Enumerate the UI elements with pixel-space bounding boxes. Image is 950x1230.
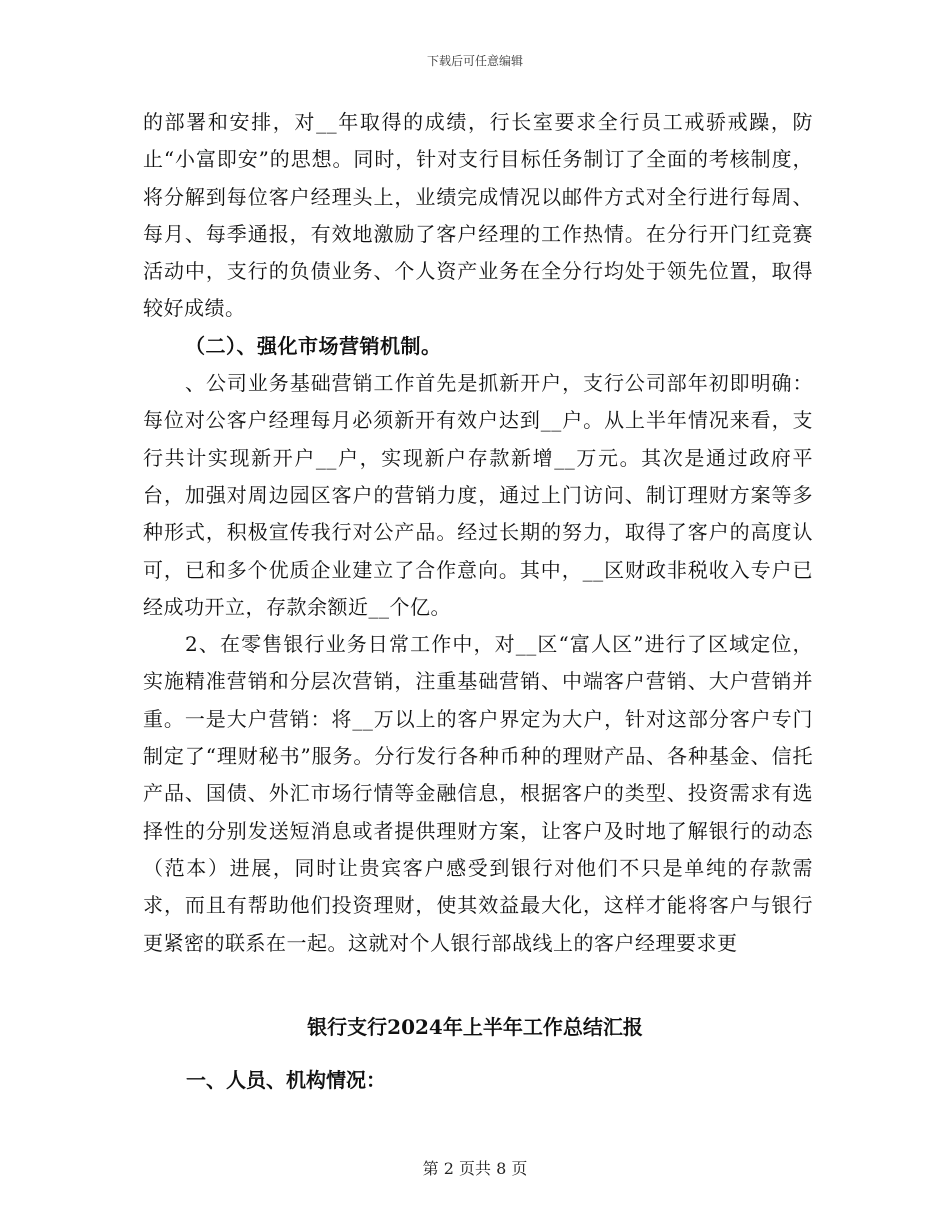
section-heading-personnel: 一、人员、机构情况：	[186, 1068, 386, 1092]
paragraph-retail-banking: 2、在零售银行业务日常工作中，对__区“富人区”进行了区域定位，实施精准营销和分层次营销，注重基础营销、中端客户营销、大户营销并重。一是大户营销：将__万以上的客户界定为大户，针对这部分客户专门制定了“理财秘书”服务。分行发行各种币种的理财产品、各种基金、信托产品、国债、外汇市场行情等金融信息，根据客户的类型、投资需求有选择性的分别发送短消息或者提供理财方案，让客户及时地了解银行的动态（范本）进展，同时让贵宾客户感受到银行对他们不只是单纯的存款需求，而且有帮助他们投资理财，使其效益最大化，这样才能将客户与银行更紧密的联系在一起。这就对个人银行部战线上的客户经理要求更	[143, 632, 813, 955]
sub-heading-marketing: （二）、强化市场营销机制。	[185, 333, 442, 358]
page-footer: 第 2 页共 8 页	[422, 1159, 528, 1178]
paragraph-deployment: 的部署和安排，对__年取得的成绩，行长室要求全行员工戒骄戒躁，防止“小富即安”的思想。同时，针对支行目标任务制订了全面的考核制度，将分解到每位客户经理头上，业绩完成情况以邮件方式对全行进行每周、每月、每季通报，有效地激励了客户经理的工作热情。在分行开门红竞赛活动中，支行的负债业务、个人资产业务在全分行均处于领先位置，取得较好成绩。	[143, 110, 813, 321]
paragraph-corporate-business: 、公司业务基础营销工作首先是抓新开户，支行公司部年初即明确：每位对公客户经理每月必须新开有效户达到__户。从上半年情况来看，支行共计实现新开户__户，实现新户存款新增__万元。其次是通过政府平台，加强对周边园区客户的营销力度，通过上门访问、制订理财方案等多种形式，积极宣传我行对公产品。经过长期的努力，取得了客户的高度认可，已和多个优质企业建立了合作意向。其中，__区财政非税收入专户已经成功开立，存款余额近__个亿。	[143, 371, 813, 619]
document-body	[143, 104, 813, 962]
page-header: 下载后可任意编辑	[426, 54, 523, 68]
document-title: 银行支行2024年上半年工作总结汇报	[307, 1015, 643, 1039]
